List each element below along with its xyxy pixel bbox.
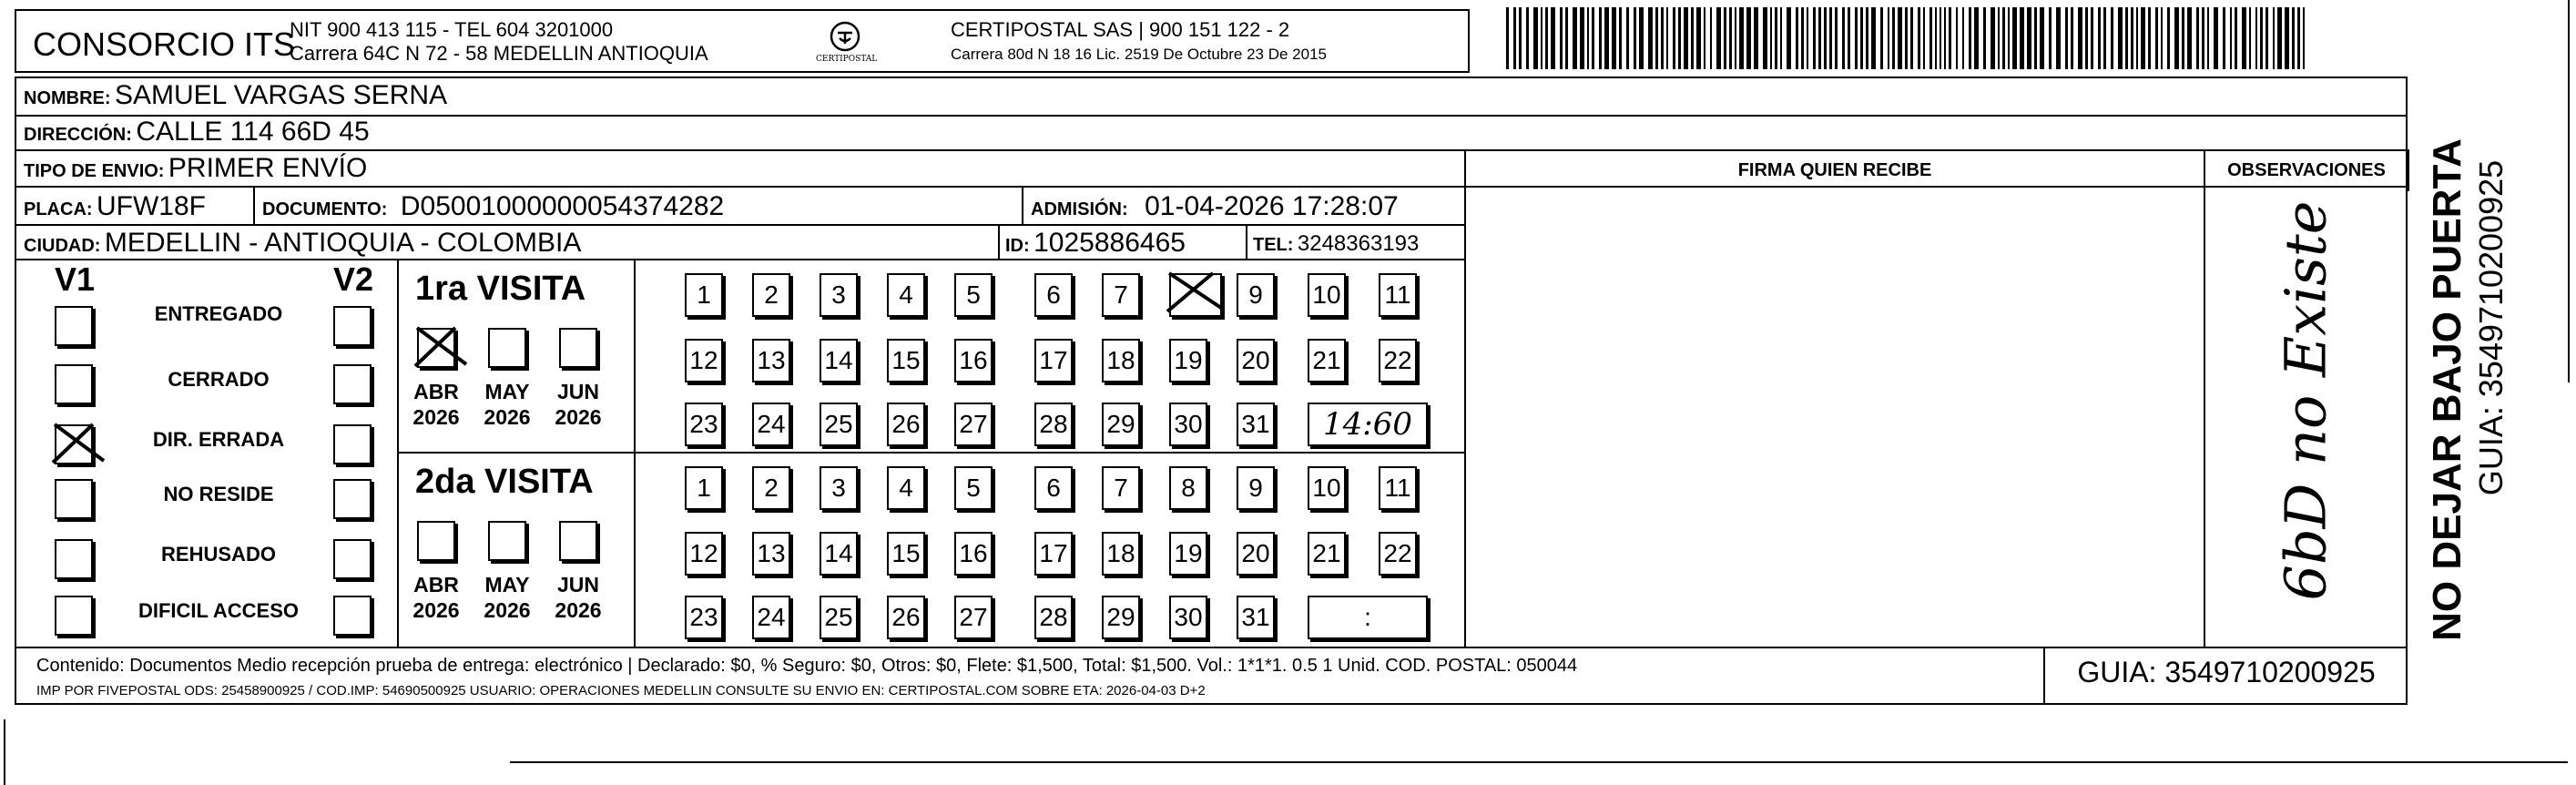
day-box[interactable]: 29 [1102,403,1140,446]
scan-edge-right [2568,0,2570,382]
status-v1-checkbox[interactable] [55,596,93,636]
status-label: CERRADO [168,368,270,391]
status-label: ENTREGADO [154,302,283,325]
day-box[interactable] [1169,273,1222,317]
side-notice: NO DEJAR BAJO PUERTA [2425,138,2469,641]
document-label: DOCUMENTO: [262,199,388,219]
check-x-mark [51,421,107,470]
status-v2-checkbox[interactable] [333,479,372,519]
day-box[interactable]: 24 [752,596,790,639]
visit2-title: 2da VISITA [415,463,594,501]
document-field [262,191,724,222]
day-box[interactable]: 22 [1379,339,1417,382]
day-box[interactable]: 20 [1237,532,1275,576]
day-box[interactable]: 27 [954,403,993,446]
day-box[interactable]: 15 [887,532,925,576]
day-box[interactable]: 18 [1102,532,1140,576]
scan-edge-left [4,719,5,785]
month-name: ABR [413,380,459,403]
day-box[interactable]: 8 [1169,466,1207,510]
address-value: CALLE 114 66D 45 [136,117,370,147]
tel-value: 3248363193 [1297,231,1420,256]
day-box[interactable]: 19 [1169,532,1207,576]
day-box[interactable]: 1 [685,273,723,317]
signature-header: FIRMA QUIEN RECIBE [1737,160,1932,180]
city-label: CIUDAD: [24,236,101,256]
status-v2-checkbox[interactable] [333,306,372,346]
day-box[interactable]: 9 [1237,273,1275,317]
check-x-mark [1166,270,1227,319]
month-year: 2026 [555,405,602,429]
day-box[interactable]: 12 [685,339,723,382]
check-x-mark [413,324,470,373]
day-box[interactable]: 19 [1169,339,1207,382]
day-box[interactable]: 20 [1237,339,1275,382]
month-name: MAY [484,380,530,403]
day-box[interactable]: 30 [1169,403,1207,446]
day-box[interactable]: 16 [954,532,993,576]
day-box[interactable]: 1 [685,466,723,510]
day-box[interactable]: 28 [1034,596,1073,639]
admission-field [1031,191,1399,222]
visit1-title: 1ra VISITA [415,270,586,308]
day-box[interactable]: 21 [1308,532,1346,576]
month-label [479,379,535,430]
logo-caption: CERTIPOSTAL [816,55,878,64]
day-box[interactable]: 7 [1102,466,1140,510]
month-label [408,572,464,623]
day-box[interactable]: 31 [1237,596,1275,639]
month-checkbox-may[interactable] [488,521,526,561]
day-box[interactable]: 15 [887,339,925,382]
day-box[interactable]: 11 [1379,273,1417,317]
status-v1-checkbox[interactable] [55,306,93,346]
day-box[interactable]: 11 [1379,466,1417,510]
day-box[interactable]: 23 [685,596,723,639]
type-value: PRIMER ENVÍO [168,153,368,183]
day-box[interactable]: 26 [887,596,925,639]
day-box[interactable]: 18 [1102,339,1140,382]
day-box[interactable]: 4 [887,466,925,510]
plate-value: UFW18F [97,191,206,221]
day-box[interactable]: 14 [820,532,858,576]
day-box[interactable]: 21 [1308,339,1346,382]
day-box[interactable]: 10 [1308,466,1346,510]
day-box[interactable]: 2 [752,466,790,510]
address-label: DIRECCIÓN: [24,125,132,145]
month-year: 2026 [484,598,531,622]
city-field [24,228,581,259]
month-label [550,572,606,623]
month-label [479,572,535,623]
month-name: ABR [413,573,459,596]
status-label: NO RESIDE [163,483,274,505]
month-name: MAY [484,573,530,596]
time-box[interactable]: 14:60 [1308,403,1428,446]
admission-label: ADMISIÓN: [1031,199,1128,219]
v2-header: V2 [333,260,374,298]
day-box[interactable]: 6 [1034,273,1073,317]
id-label: ID: [1005,236,1030,256]
observations-header: OBSERVACIONES [2227,160,2386,180]
day-box[interactable]: 7 [1102,273,1140,317]
month-label [550,379,606,430]
month-checkbox-jun[interactable] [559,328,597,368]
status-label: DIFICIL ACCESO [137,599,299,622]
status-label: REHUSADO [161,543,276,566]
day-box[interactable]: 14 [820,339,858,382]
name-label: NOMBRE: [24,88,111,108]
month-year: 2026 [484,405,531,429]
day-box[interactable]: 10 [1308,273,1346,317]
month-checkbox-abr[interactable] [417,328,455,368]
day-box[interactable]: 29 [1102,596,1140,639]
status-v2-checkbox[interactable] [333,364,372,404]
plate-label: PLACA: [24,199,93,219]
day-box[interactable]: 26 [887,403,925,446]
day-box[interactable]: 27 [954,596,993,639]
address-row [24,117,370,148]
barcode [1506,7,2307,69]
day-box[interactable]: 12 [685,532,723,576]
month-year: 2026 [555,598,602,622]
day-box[interactable]: 5 [954,466,993,510]
type-row [24,153,367,184]
handwritten-observation: 6bD no Existe [2272,200,2339,601]
month-year: 2026 [412,598,460,622]
day-box[interactable]: 25 [820,403,858,446]
day-box[interactable]: 25 [820,596,858,639]
status-v1-checkbox[interactable] [55,364,93,404]
tel-label: TEL: [1253,235,1294,255]
status-label: DIR. ERRADA [152,428,285,451]
id-field [1005,228,1186,259]
name-value: SAMUEL VARGAS SERNA [115,80,448,110]
day-box[interactable]: 28 [1034,403,1073,446]
carrier-address: Carrera 80d N 18 16 Lic. 2519 De Octubre 23 De 2015 [951,46,1327,63]
admission-value: 01-04-2026 17:28:07 [1145,191,1399,221]
day-box[interactable]: 3 [820,466,858,510]
month-checkbox-abr[interactable] [417,521,455,561]
status-v1-checkbox[interactable] [55,424,93,464]
day-box[interactable]: 13 [752,339,790,382]
day-box[interactable]: 4 [887,273,925,317]
day-box[interactable]: 31 [1237,403,1275,446]
status-v1-checkbox[interactable] [55,539,93,579]
status-v2-checkbox[interactable] [333,596,372,636]
type-label: TIPO DE ENVIO: [24,161,165,181]
scan-edge-bottom [510,761,2568,763]
month-label [408,379,464,430]
status-v2-checkbox[interactable] [333,539,372,579]
id-value: 1025886465 [1033,228,1186,258]
day-box[interactable]: 3 [820,273,858,317]
day-box[interactable]: 9 [1237,466,1275,510]
carrier-name: CERTIPOSTAL SAS | 900 151 122 - 2 [951,18,1290,41]
day-box[interactable]: 17 [1034,532,1073,576]
day-box[interactable]: 22 [1379,532,1417,576]
footer-content: Contenido: Documentos Medio recepción prueba de entrega: electrónico | Declarado: $0, % Seguro: $0, Otros: $0, Flete: $1,500, Total: $1,500. Vol.: 1*1*1. 0.5 1 Unid. COD. POSTAL: 050044 [36,656,1578,676]
tel-field [1253,231,1419,257]
month-year: 2026 [412,405,460,429]
certipostal-logo [816,16,878,69]
month-checkbox-jun[interactable] [559,521,597,561]
day-box[interactable]: 17 [1034,339,1073,382]
name-row [24,80,447,111]
side-guide: GUIA: 3549710200925 [2472,159,2510,496]
day-box[interactable]: 23 [685,403,723,446]
plate-field [24,191,206,222]
time-box[interactable]: : [1308,596,1428,639]
month-name: JUN [556,380,599,403]
month-name: JUN [556,573,599,596]
company-nit: NIT 900 413 115 - TEL 604 3201000 [290,18,614,41]
month-checkbox-may[interactable] [488,328,526,368]
footer-meta: IMP POR FIVEPOSTAL ODS: 25458900925 / COD.IMP: 54690500925 USUARIO: OPERACIONES MEDELLIN CONSULTE SU ENVIO EN: CERTIPOSTAL.COM SOBRE ETA: 2026-04-03 D+2 [36,683,1206,698]
document-value: D05001000000054374282 [400,191,725,221]
day-box[interactable]: 16 [954,339,993,382]
day-box[interactable]: 6 [1034,466,1073,510]
day-box[interactable]: 30 [1169,596,1207,639]
day-box[interactable]: 5 [954,273,993,317]
status-v1-checkbox[interactable] [55,479,93,519]
status-v2-checkbox[interactable] [333,424,372,464]
city-value: MEDELLIN - ANTIOQUIA - COLOMBIA [104,228,582,258]
day-box[interactable]: 2 [752,273,790,317]
company-address: Carrera 64C N 72 - 58 MEDELLIN ANTIOQUIA [290,42,708,65]
day-box[interactable]: 24 [752,403,790,446]
company-name: CONSORCIO ITS [33,25,296,63]
footer-guide: GUIA: 3549710200925 [2077,656,2376,688]
v1-header: V1 [55,260,96,298]
day-box[interactable]: 13 [752,532,790,576]
